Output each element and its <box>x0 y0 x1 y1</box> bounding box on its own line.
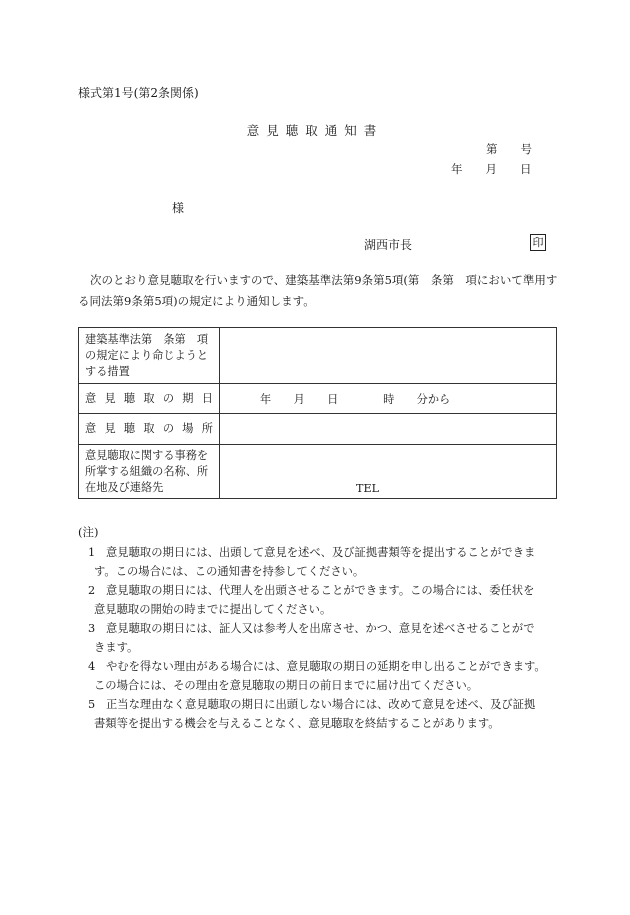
note-line: やむを得ない理由がある場合には、意見聴取の期日の延期を申し出ることができます。 <box>106 660 546 673</box>
label-char: の <box>162 391 175 405</box>
label-char: 日 <box>201 391 213 405</box>
label-char: 取 <box>143 391 155 405</box>
hearing-date-value <box>220 384 557 414</box>
note-line: 正当な理由なく意見聴取の期日に出頭しない場合には、改めて意見を述べ、及び証拠 <box>106 698 536 711</box>
note-line: 意見聴取の開始の時までに提出してください。 <box>94 603 332 616</box>
table-row <box>79 445 557 499</box>
issuer-name: 湖西市長 <box>364 238 413 252</box>
hearing-place-value <box>220 414 557 445</box>
document-date: 年 月 日 <box>451 162 532 176</box>
note-item <box>78 695 558 733</box>
label-char: 意 <box>85 391 97 405</box>
note-item <box>78 657 558 695</box>
note-item <box>78 581 558 619</box>
measure-value <box>220 328 557 384</box>
note-item <box>78 543 558 581</box>
table-row <box>79 328 557 384</box>
table-row <box>79 414 557 445</box>
label-char: 場 <box>182 422 194 435</box>
tel-label: TEL <box>356 482 380 495</box>
label-char: 所 <box>201 422 213 435</box>
contact-label: 意見聴取に関する事務を所掌する組織の名称、所在地及び連絡先 <box>79 445 220 499</box>
note-number: 4 <box>88 660 96 673</box>
document-title: 意見聴取通知書 <box>246 123 384 138</box>
note-line: 書類等を提出する機会を与えることなく、意見聴取を終結することがあります。 <box>94 717 500 730</box>
label-char: 聴 <box>123 391 136 405</box>
intro-paragraph <box>78 270 558 312</box>
note-line: 意見聴取の期日には、出頭して意見を述べ、及び証拠書類等を提出することができま <box>106 546 536 559</box>
hearing-date-label <box>79 384 220 414</box>
note-line: 意見聴取の期日には、証人又は参考人を出席させ、かつ、意見を述べさせることがで <box>106 622 535 635</box>
note-number: 2 <box>88 584 96 597</box>
hearing-date-text: 年 月 日 時 分から <box>260 392 451 406</box>
label-char: 期 <box>182 391 194 405</box>
note-line: す。この場合には、この通知書を持参してください。 <box>94 565 365 578</box>
label-char: 意 <box>85 422 97 435</box>
note-item <box>78 619 558 657</box>
label-char: 聴 <box>123 422 136 435</box>
measure-label: 建築基準法第 条第 項の規定により命じようとする措置 <box>79 328 220 384</box>
table-row <box>79 384 557 414</box>
form-number: 様式第1号(第2条関係) <box>78 86 199 100</box>
note-line: この場合には、その理由を意見聴取の期日の前日までに届け出てください。 <box>94 679 479 692</box>
label-char: の <box>162 422 175 435</box>
note-number: 5 <box>88 698 96 711</box>
hearing-details-table <box>78 327 557 499</box>
addressee: 様 <box>172 201 185 215</box>
note-number: 1 <box>88 546 96 559</box>
label-char: 取 <box>143 422 155 435</box>
note-number: 3 <box>88 622 96 635</box>
label-char: 見 <box>104 422 116 435</box>
document-number: 第 号 <box>486 142 532 156</box>
intro-text: 次のとおり意見聴取を行いますので、建築基準法第9条第5項(第 条第 項において準用する同法第9条第5項)の規定により通知します。 <box>78 273 558 308</box>
label-char: 見 <box>104 391 116 405</box>
note-line: 意見聴取の期日には、代理人を出頭させることができます。この場合には、委任状を <box>106 584 535 597</box>
hearing-place-label <box>79 414 220 445</box>
contact-value <box>220 445 557 499</box>
notes-heading: (注) <box>78 525 99 539</box>
note-line: きます。 <box>94 641 139 654</box>
seal-mark: 印 <box>530 234 546 251</box>
